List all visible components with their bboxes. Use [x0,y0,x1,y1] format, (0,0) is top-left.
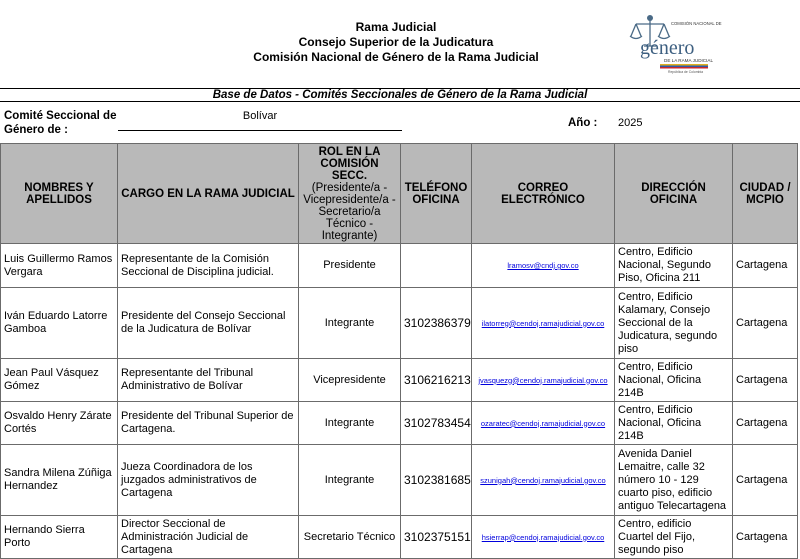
cell-phone: 3102381685 [401,445,472,516]
committee-underline [118,130,402,131]
cell-role: Vicepresidente [299,359,401,402]
cell-position: Representante del Tribunal Administrativo de Bolívar [118,359,299,402]
cell-position: Director Seccional de Administración Judicial de Cartagena [118,516,299,559]
cell-name: Luis Guillermo Ramos Vergara [1,244,118,288]
logo-main-text: género [640,37,695,59]
header-role-subtitle: (Presidente/a - Vicepresidente/a - Secretario/a Técnico - Integrante) [303,181,396,242]
cell-phone: 3102375151 [401,516,472,559]
cell-email-link[interactable]: lramosv@cndj.gov.co [472,244,615,288]
cell-address: Avenida Daniel Lemaitre, calle 32 número 10 - 129 cuarto piso, edificio antiguo Telecartagena [615,445,733,516]
cell-city: Cartagena [733,402,798,445]
cell-role: Integrante [299,445,401,516]
cell-name: Jean Paul Vásquez Gómez [1,359,118,402]
cell-email-link[interactable]: hsierrap@cendoj.ramajudicial.gov.co [472,516,615,559]
year-label: Año : [568,117,598,129]
committee-label-line-1: Comité Seccional de [4,110,117,122]
cell-role: Integrante [299,288,401,359]
document-header [0,0,800,88]
cell-position: Presidente del Tribunal Superior de Cartagena. [118,402,299,445]
header-role-title: ROL EN LA COMISIÓN SECC. [318,145,381,182]
logo-top-text: COMISIÓN NACIONAL DE [671,21,722,26]
committee-label-line-2: Género de : [4,124,68,136]
header-address: DIRECCIÓN OFICINA [615,144,733,244]
cell-city: Cartagena [733,359,798,402]
cell-position: Representante de la Comisión Seccional de Disciplina judicial. [118,244,299,288]
cell-address: Centro, Edificio Kalamary, Consejo Seccional de la Judicatura, segundo piso [615,288,733,359]
cell-address: Centro, Edificio Nacional, Oficina 214B [615,402,733,445]
table-row [1,516,798,559]
org-line-1: Rama Judicial [355,20,437,34]
gender-commission-logo [624,12,722,76]
committee-label [4,109,116,137]
cell-city: Cartagena [733,516,798,559]
database-title: Base de Datos - Comités Seccionales de Género de la Rama Judicial [0,88,800,102]
cell-name: Osvaldo Henry Zárate Cortés [1,402,118,445]
cell-phone: 3102783454 [401,402,472,445]
cell-email-link[interactable]: ozaratec@cendoj.ramajudicial.gov.co [472,402,615,445]
table-row [1,402,798,445]
cell-address: Centro, edificio Cuartel del Fijo, segundo piso [615,516,733,559]
cell-position: Presidente del Consejo Seccional de la Judicatura de Bolívar [118,288,299,359]
org-line-3: Comisión Nacional de Género de la Rama Judicial [253,50,539,64]
cell-phone: 3102386379 [401,288,472,359]
cell-role: Integrante [299,402,401,445]
cell-phone [401,244,472,288]
committee-members-table [0,143,798,559]
cell-role: Presidente [299,244,401,288]
table-row [1,359,798,402]
header-role [299,144,401,244]
cell-role: Secretario Técnico [299,516,401,559]
table-row [1,445,798,516]
cell-address: Centro, Edificio Nacional, Segundo Piso, Oficina 211 [615,244,733,288]
cell-position: Jueza Coordinadora de los juzgados administrativos de Cartagena [118,445,299,516]
header-phone: TELÉFONO OFICINA [401,144,472,244]
cell-phone: 3106216213 [401,359,472,402]
table-row [1,288,798,359]
cell-name: Iván Eduardo Latorre Gamboa [1,288,118,359]
cell-email-link[interactable]: szunigah@cendoj.ramajudicial.gov.co [472,445,615,516]
cell-address: Centro, Edificio Nacional, Oficina 214B [615,359,733,402]
committee-value: Bolívar [242,110,278,122]
org-line-2: Consejo Superior de la Judicatura [298,35,494,49]
table-header-row [1,144,798,244]
cell-email-link[interactable]: jvasquezg@cendoj.ramajudicial.gov.co [472,359,615,402]
header-position: CARGO EN LA RAMA JUDICIAL [118,144,299,244]
cell-city: Cartagena [733,244,798,288]
cell-name: Hernando Sierra Porto [1,516,118,559]
cell-city: Cartagena [733,445,798,516]
logo-sub-text: DE LA RAMA JUDICIAL [664,58,714,63]
table-row [1,244,798,288]
header-city: CIUDAD / MCPIO [733,144,798,244]
header-email: CORREO ELECTRÓNICO [472,144,615,244]
cell-name: Sandra Milena Zúñiga Hernandez [1,445,118,516]
cell-city: Cartagena [733,288,798,359]
committee-info [0,103,800,143]
organization-title [196,20,596,65]
logo-tiny-text: República de Colombia [668,70,704,74]
year-value: 2025 [618,117,643,129]
header-names: NOMBRES Y APELLIDOS [1,144,118,244]
cell-email-link[interactable]: ilatorreg@cendoj.ramajudicial.gov.co [472,288,615,359]
